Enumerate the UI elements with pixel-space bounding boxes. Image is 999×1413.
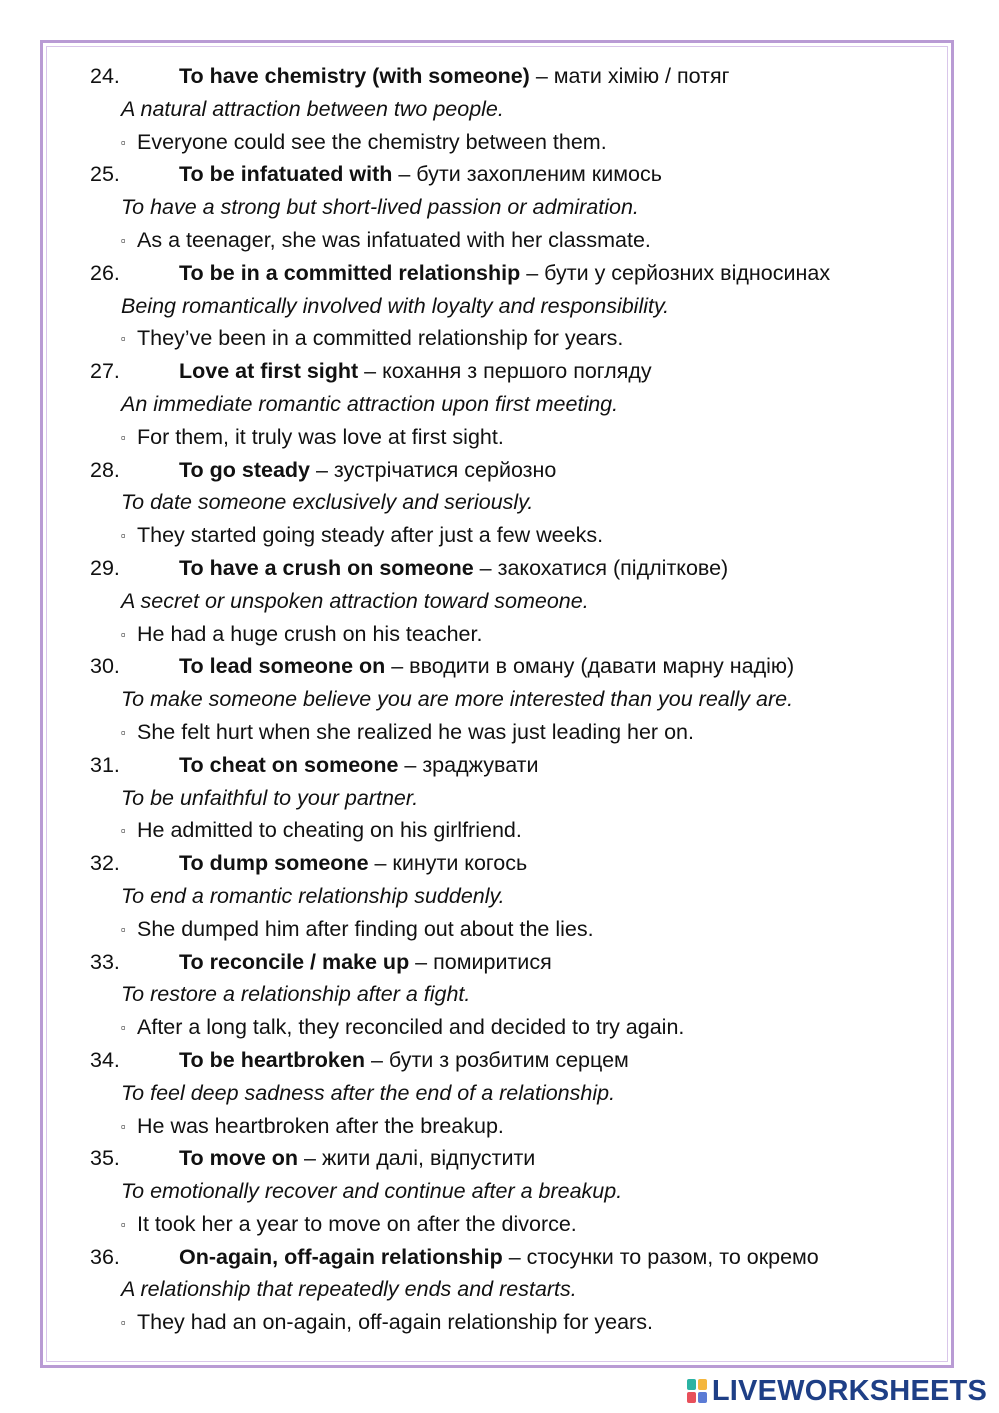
example-text: They’ve been in a committed relationship for years. — [137, 326, 624, 351]
entry-number: 25. — [90, 162, 120, 187]
entry-definition: To feel deep sadness after the end of a relationship. — [121, 1080, 616, 1105]
entry-number: 28. — [90, 457, 120, 482]
entry-definition: To emotionally recover and continue after a breakup. — [121, 1179, 623, 1204]
entry-heading — [90, 454, 940, 487]
entry-number: 31. — [90, 752, 120, 777]
entry-translation: – помиритися — [409, 949, 552, 974]
entry-number: 30. — [90, 654, 120, 679]
entry-heading — [90, 749, 940, 782]
vocab-entry — [90, 454, 940, 552]
entry-term: To be infatuated with — [179, 162, 393, 187]
entry-number: 29. — [90, 555, 120, 580]
entry-term: To be heartbroken — [179, 1047, 365, 1072]
entry-example — [90, 618, 940, 651]
entry-heading — [90, 946, 940, 979]
entry-example — [90, 913, 940, 946]
example-text: They had an on-again, off-again relationship for years. — [137, 1310, 653, 1335]
entry-term: To move on — [179, 1146, 299, 1171]
vocab-entry — [90, 1142, 940, 1240]
vocabulary-list — [90, 60, 940, 1339]
bullet-icon: ▫ — [121, 823, 126, 839]
example-text: He was heartbroken after the breakup. — [137, 1113, 504, 1138]
entry-term: To have a crush on someone — [179, 555, 474, 580]
entry-term: To reconcile / make up — [179, 949, 410, 974]
vocab-entry — [90, 355, 940, 453]
example-text: After a long talk, they reconciled and decided to try again. — [137, 1015, 685, 1040]
entry-heading — [90, 60, 940, 93]
vocab-entry — [90, 650, 940, 748]
entry-definition: To make someone believe you are more interested than you really are. — [121, 687, 794, 712]
entry-translation: – бути захопленим кимось — [392, 162, 662, 187]
entry-translation: – стосунки то разом, то окремо — [502, 1244, 819, 1269]
entry-translation: – бути у серйозних відносинах — [520, 260, 831, 285]
entry-term: To cheat on someone — [179, 752, 399, 777]
brand-name: LIVEWORKSHEETS — [711, 1374, 987, 1407]
bullet-icon: ▫ — [121, 232, 126, 248]
example-text: She dumped him after finding out about the lies. — [137, 916, 594, 941]
bullet-icon: ▫ — [121, 1315, 126, 1331]
example-text: He admitted to cheating on his girlfriend. — [137, 818, 522, 843]
bullet-icon: ▫ — [121, 1020, 126, 1036]
vocab-entry — [90, 749, 940, 847]
vocab-entry — [90, 60, 940, 158]
entry-translation: – бути з розбитим серцем — [364, 1047, 629, 1072]
bullet-icon: ▫ — [121, 1118, 126, 1134]
vocab-entry — [90, 257, 940, 355]
entry-example — [90, 224, 940, 257]
entry-example — [90, 126, 940, 159]
example-text: They started going steady after just a few weeks. — [137, 523, 604, 548]
entry-example — [90, 1011, 940, 1044]
entry-heading — [90, 1044, 940, 1077]
bullet-icon: ▫ — [121, 626, 126, 642]
entry-number: 33. — [90, 949, 120, 974]
entry-term: Love at first sight — [179, 359, 359, 384]
entry-example — [90, 322, 940, 355]
entry-heading — [90, 355, 940, 388]
entry-example — [90, 814, 940, 847]
entry-term: To lead someone on — [179, 654, 386, 679]
entry-heading — [90, 552, 940, 585]
bullet-icon: ▫ — [121, 331, 126, 347]
entry-translation: – вводити в оману (давати марну надію) — [385, 654, 795, 679]
entry-definition: A secret or unspoken attraction toward someone. — [121, 588, 589, 613]
entry-definition: An immediate romantic attraction upon first meeting. — [121, 391, 619, 416]
entry-number: 27. — [90, 359, 120, 384]
entry-number: 35. — [90, 1146, 120, 1171]
logo-icon — [686, 1378, 708, 1404]
bullet-icon: ▫ — [121, 528, 126, 544]
entry-translation: – зраджувати — [398, 752, 539, 777]
entry-definition: To end a romantic relationship suddenly. — [121, 883, 505, 908]
entry-example — [90, 1208, 940, 1241]
bullet-icon: ▫ — [121, 429, 126, 445]
example-text: It took her a year to move on after the divorce. — [137, 1211, 577, 1236]
entry-definition: A relationship that repeatedly ends and restarts. — [121, 1277, 577, 1302]
entry-term: To dump someone — [179, 851, 369, 876]
entry-example — [90, 1306, 940, 1339]
entry-heading — [90, 1142, 940, 1175]
example-text: As a teenager, she was infatuated with her classmate. — [137, 227, 651, 252]
vocab-entry — [90, 158, 940, 256]
entry-definition: To date someone exclusively and seriously. — [121, 490, 534, 515]
entry-number: 26. — [90, 260, 120, 285]
entry-example — [90, 519, 940, 552]
entry-example — [90, 1110, 940, 1143]
entry-number: 36. — [90, 1244, 120, 1269]
entry-heading — [90, 1241, 940, 1274]
liveworksheets-logo[interactable] — [686, 1373, 987, 1409]
entry-translation: – кохання з першого погляду — [358, 359, 652, 384]
entry-definition: Being romantically involved with loyalty and responsibility. — [121, 293, 670, 318]
entry-definition: To have a strong but short-lived passion or admiration. — [121, 195, 639, 220]
vocab-entry — [90, 847, 940, 945]
entry-term: To be in a committed relationship — [179, 260, 521, 285]
example-text: He had a huge crush on his teacher. — [137, 621, 483, 646]
entry-term: To go steady — [179, 457, 311, 482]
bullet-icon: ▫ — [121, 1216, 126, 1232]
entry-definition: To restore a relationship after a fight. — [121, 982, 471, 1007]
vocab-entry — [90, 1044, 940, 1142]
entry-number: 34. — [90, 1047, 120, 1072]
entry-heading — [90, 847, 940, 880]
entry-definition: A natural attraction between two people. — [121, 96, 504, 121]
bullet-icon: ▫ — [121, 921, 126, 937]
bullet-icon: ▫ — [121, 724, 126, 740]
entry-translation: – закохатися (підліткове) — [473, 555, 729, 580]
vocab-entry — [90, 552, 940, 650]
entry-example — [90, 716, 940, 749]
entry-heading — [90, 158, 940, 191]
example-text: She felt hurt when she realized he was just leading her on. — [137, 719, 694, 744]
example-text: Everyone could see the chemistry between them. — [137, 129, 607, 154]
vocab-entry — [90, 1241, 940, 1339]
entry-term: On-again, off-again relationship — [179, 1244, 503, 1269]
entry-heading — [90, 650, 940, 683]
entry-translation: – мати хімію / потяг — [529, 64, 730, 88]
entry-number: 32. — [90, 851, 120, 876]
entry-translation: – кинути когось — [368, 851, 528, 876]
entry-example — [90, 421, 940, 454]
bullet-icon: ▫ — [121, 134, 126, 150]
entry-translation: – зустрічатися серйозно — [310, 457, 557, 482]
entry-translation: – жити далі, відпустити — [298, 1146, 536, 1171]
entry-number: 24. — [90, 64, 120, 88]
entry-term: To have chemistry (with someone) — [179, 64, 530, 88]
entry-definition: To be unfaithful to your partner. — [121, 785, 419, 810]
example-text: For them, it truly was love at first sight. — [137, 424, 504, 449]
vocab-entry — [90, 946, 940, 1044]
entry-heading — [90, 257, 940, 290]
